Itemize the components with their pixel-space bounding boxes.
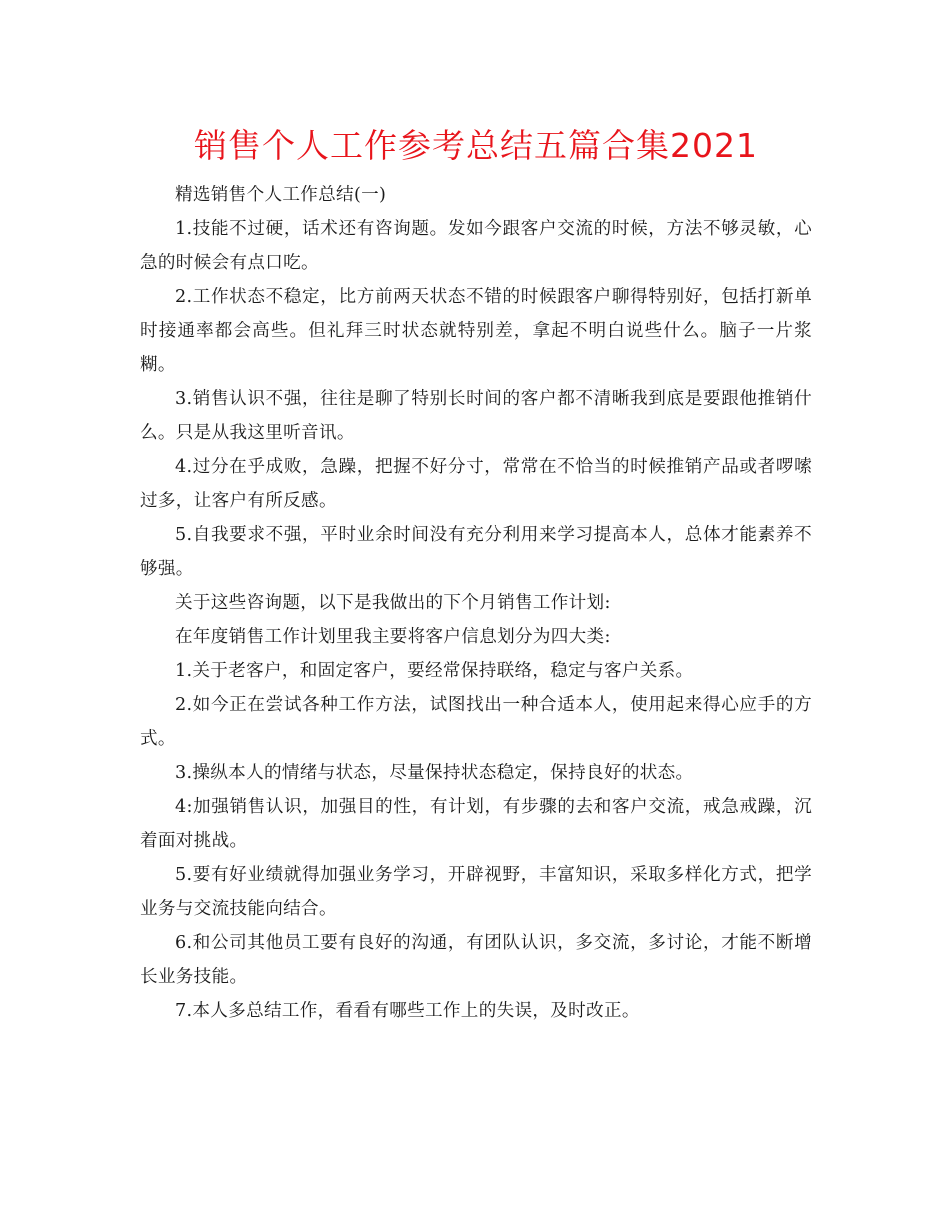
paragraph: 5.自我要求不强，平时业余时间没有充分利用来学习提高本人，总体才能素养不够强。 xyxy=(140,525,812,579)
paragraph: 2.如今正在尝试各种工作方法，试图找出一种合适本人，使用起来得心应手的方式。 xyxy=(140,695,812,749)
paragraph: 4:加强销售认识，加强目的性，有计划，有步骤的去和客户交流，戒急戒躁，沉着面对挑战。 xyxy=(140,797,812,851)
paragraph: 1.技能不过硬，话术还有咨询题。发如今跟客户交流的时候，方法不够灵敏，心急的时候会有点口吃。 xyxy=(140,219,812,273)
paragraph: 6.和公司其他员工要有良好的沟通，有团队认识，多交流，多讨论，才能不断增长业务技能。 xyxy=(140,933,812,987)
paragraph: 7.本人多总结工作，看看有哪些工作上的失误，及时改正。 xyxy=(175,1001,640,1021)
paragraph: 5.要有好业绩就得加强业务学习，开辟视野，丰富知识，采取多样化方式，把学业务与交流技能向结合。 xyxy=(140,865,812,919)
paragraph: 在年度销售工作计划里我主要将客户信息划分为四大类: xyxy=(175,627,611,647)
document-page xyxy=(140,120,812,1028)
paragraph: 精选销售个人工作总结(一) xyxy=(175,185,387,205)
document-body xyxy=(140,178,812,1028)
paragraph: 2.工作状态不稳定，比方前两天状态不错的时候跟客户聊得特别好，包括打新单时接通率都会高些。但礼拜三时状态就特别差，拿起不明白说些什么。脑子一片浆糊。 xyxy=(140,287,812,375)
paragraph: 3.销售认识不强，往往是聊了特别长时间的客户都不清晰我到底是要跟他推销什么。只是从我这里听音讯。 xyxy=(140,389,812,443)
document-title: 销售个人工作参考总结五篇合集2021 xyxy=(194,126,758,165)
paragraph: 3.操纵本人的情绪与状态，尽量保持状态稳定，保持良好的状态。 xyxy=(175,763,694,783)
paragraph: 1.关于老客户，和固定客户，要经常保持联络，稳定与客户关系。 xyxy=(175,661,694,681)
paragraph: 4.过分在乎成败，急躁，把握不好分寸，常常在不恰当的时候推销产品或者啰嗦过多，让客户有所反感。 xyxy=(140,457,812,511)
paragraph: 关于这些咨询题，以下是我做出的下个月销售工作计划: xyxy=(175,593,611,613)
